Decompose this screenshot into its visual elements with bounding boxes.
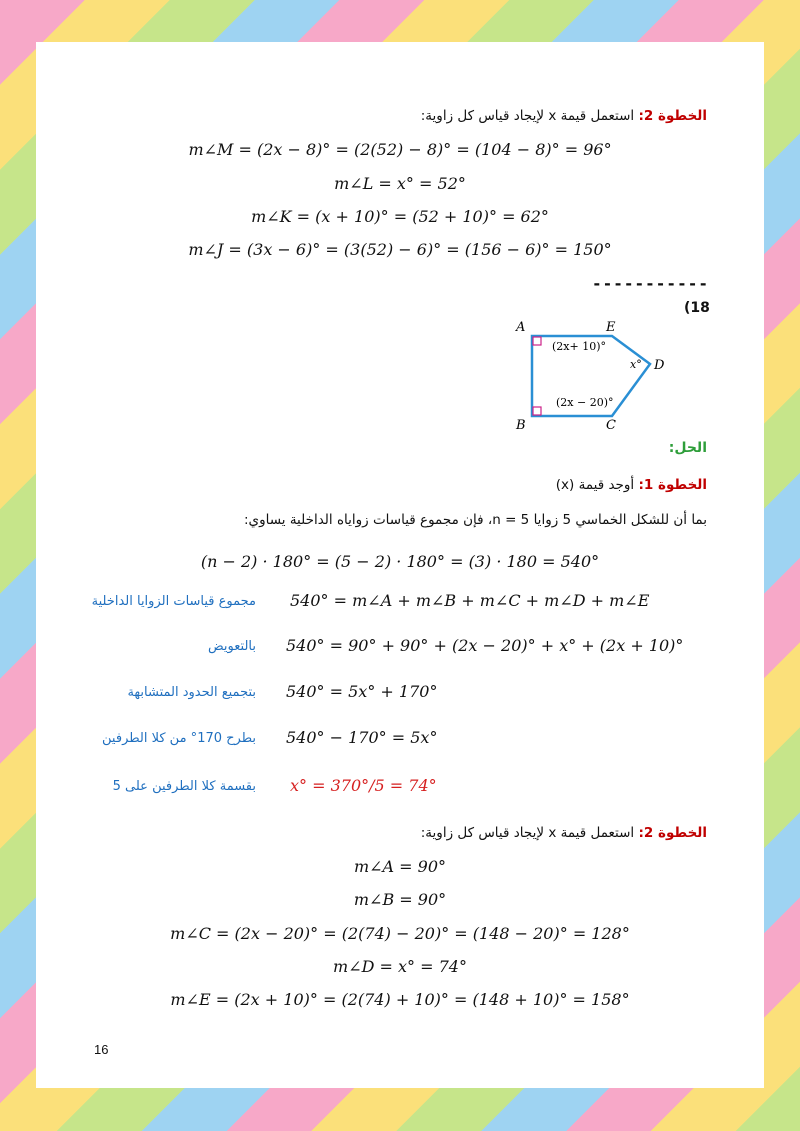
equation-E: m∠E = (2x + 10)° = (2(74) + 10)° = (148 + 10)° = 158° [170, 990, 630, 1009]
angle-E-label: (2x+ 10)° [552, 340, 606, 353]
row2-note: بالتعويض [208, 639, 256, 654]
problem-number: (18 [684, 300, 710, 316]
pentagon-intro: بما أن للشكل الخماسي 5 زوايا n = 5، فإن مجموع قياسات زواياه الداخلية يساوي: [243, 512, 707, 528]
equation-D: m∠D = x° = 74° [333, 957, 467, 976]
row1-equation: 540° = m∠A + m∠B + m∠C + m∠D + m∠E [290, 591, 650, 610]
equation-K: m∠K = (x + 10)° = (52 + 10)° = 62° [251, 207, 549, 226]
row5-equation: x° = 370°/5 = 74° [290, 776, 437, 795]
vertex-A: A [516, 320, 526, 335]
top-step-label: الخطوة 2: [638, 108, 707, 124]
row4-note: بطرح 170° من كلا الطرفين [102, 731, 256, 746]
separator-line: ----------- [592, 274, 709, 293]
vertex-C: C [606, 418, 616, 433]
vertex-D: D [654, 358, 665, 373]
equation-J: m∠J = (3x − 6)° = (3(52) − 6)° = (156 − 6)° = 150° [188, 240, 612, 259]
top-step-text: استعمل قيمة x لإيجاد قياس كل زاوية: [420, 108, 635, 124]
vertex-E: E [606, 320, 616, 335]
equation-A: m∠A = 90° [353, 857, 447, 876]
worksheet-page [36, 42, 764, 1088]
solution-label: الحل: [668, 440, 707, 456]
row3-note: بتجميع الحدود المتشابهة [127, 685, 256, 700]
step2-text: استعمل قيمة x لإيجاد قياس كل زاوية: [420, 825, 635, 841]
row2-equation: 540° = 90° + 90° + (2x − 20)° + x° + (2x + 10)° [286, 636, 684, 655]
equation-B: m∠B = 90° [353, 890, 447, 909]
row5-note: بقسمة كلا الطرفين على 5 [112, 779, 256, 794]
angle-C-label: (2x − 20)° [556, 396, 614, 409]
right-angle-A [533, 337, 541, 345]
page-number: 16 [94, 1042, 109, 1057]
step2-heading [421, 825, 707, 841]
angle-D-label: x° [630, 358, 642, 371]
pentagon-figure [506, 314, 676, 434]
step1-label: الخطوة 1: [638, 477, 707, 493]
top-step-heading [421, 108, 707, 124]
row3-equation: 540° = 5x° + 170° [286, 682, 438, 701]
row4-equation: 540° − 170° = 5x° [286, 728, 438, 747]
right-angle-B [533, 407, 541, 415]
step2-label: الخطوة 2: [638, 825, 707, 841]
equation-C: m∠C = (2x − 20)° = (2(74) − 20)° = (148 − 20)° = 128° [170, 924, 630, 943]
step1-text: أوجد قيمة (x) [555, 477, 635, 493]
equation-M: m∠M = (2x − 8)° = (2(52) − 8)° = (104 − 8)° = 96° [188, 140, 612, 159]
row1-note: مجموع قياسات الزوايا الداخلية [91, 594, 256, 609]
interior-sum-equation: (n − 2) · 180° = (5 − 2) · 180° = (3) · 180 = 540° [200, 552, 600, 571]
step1-heading [556, 477, 707, 493]
equation-L: m∠L = x° = 52° [334, 174, 466, 193]
vertex-B: B [516, 418, 526, 433]
